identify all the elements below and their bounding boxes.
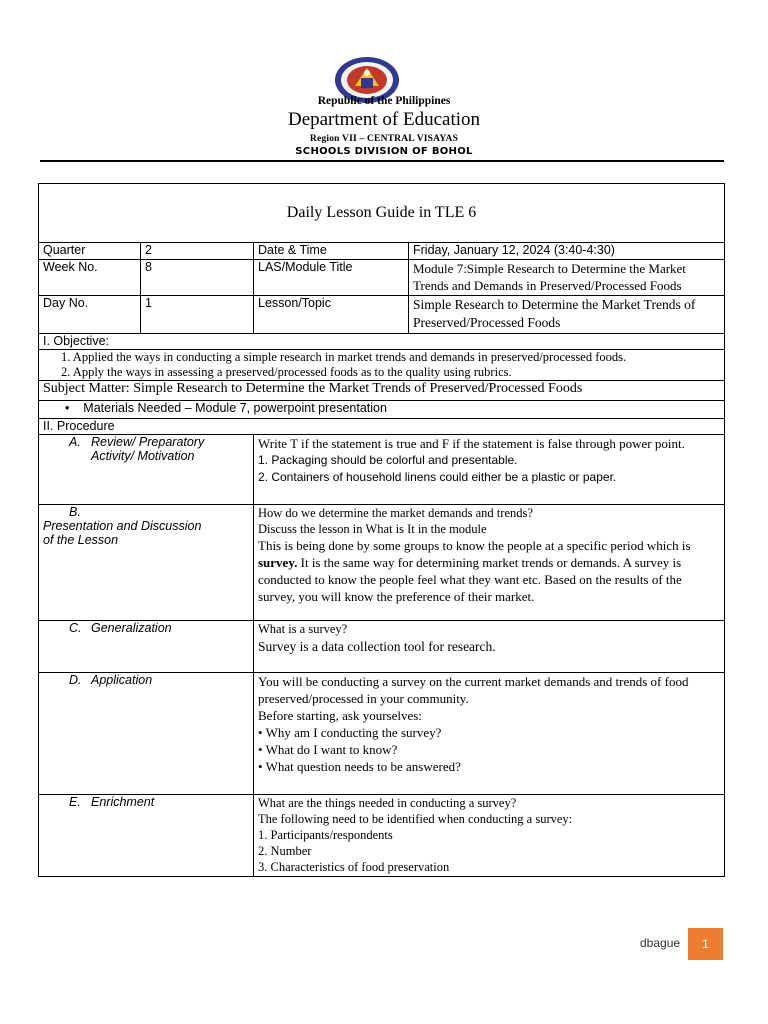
paragraph-text: It is the same way for determining market trends or demands. A survey is conducted to know the people feel what they want etc. Based on the results of the survey, you will know the preference of their market. [258,555,682,604]
subject-row [39,381,725,401]
step-a-item: 1. Packaging should be colorful and presentable. [258,453,518,467]
step-a-content [254,435,725,505]
objective-heading-row [39,334,725,350]
week-label: Week No. [39,260,141,296]
survey-term: survey. [258,555,298,570]
region-heading: Region VII – CENTRAL VISAYAS [309,134,459,144]
footer-author: dbague [640,936,681,950]
quarter-value: 2 [141,243,254,260]
step-row [39,621,725,673]
step-e-question: What are the things needed in conducting a survey? [258,796,517,810]
materials-row [39,401,725,419]
materials-text: – Module 7, powerpoint presentation [181,401,387,415]
step-e-item: 2. Number [258,844,312,858]
republic-heading: Republic of the Philippines [317,95,451,107]
step-a-label-cell [39,435,254,505]
step-d-label-cell [39,673,254,795]
step-d-content [254,673,725,795]
step-a-intro: Write T if the statement is true and F if the statement is false through power point. [258,436,685,451]
date-time-label: Date & Time [254,243,409,260]
step-e-content [254,795,725,877]
header-divider [40,160,724,162]
step-c-question: What is a survey? [258,622,348,636]
step-label: Enrichment [91,795,155,809]
procedure-heading: II. Procedure [39,419,725,435]
department-heading: Department of Education [287,109,481,130]
step-d-bullet: • What question needs to be answered? [258,759,461,774]
step-b-content [254,505,725,621]
division-heading: SCHOOLS DIVISION OF BOHOL [295,146,473,157]
step-letter: C. [69,621,82,635]
module-title-value: Module 7:Simple Research to Determine the Market Trends and Demands in Preserved/Processed Foods [409,260,725,296]
step-d-intro: You will be conducting a survey on the current market demands and trends of food preserved/processed in your community. [258,674,689,706]
step-row [39,795,725,877]
materials-label: Materials Needed [83,401,182,415]
objective-heading: I. Objective: [39,334,725,350]
objectives-row [39,350,725,381]
step-label: Application [91,673,153,687]
materials-needed: • Materials Needed – Module 7, powerpoint presentation [39,401,725,419]
step-label: Presentation and Discussion of the Lesson [43,519,202,547]
objective-item: 2. Apply the ways in assessing a preserved/processed foods as to the quality using rubrics. [61,365,512,379]
quarter-label: Quarter [39,243,141,260]
week-value: 8 [141,260,254,296]
day-row [39,296,725,334]
quarter-row [39,243,725,260]
topic-label: Lesson/Topic [254,296,409,334]
step-d-bullet: • What do I want to know? [258,742,398,757]
day-label: Day No. [39,296,141,334]
step-d-lead: Before starting, ask yourselves: [258,708,422,723]
step-label: Generalization [91,621,172,635]
module-title-label: LAS/Module Title [254,260,409,296]
step-row [39,505,725,621]
procedure-heading-row [39,419,725,435]
topic-value: Simple Research to Determine the Market Trends of Preserved/Processed Foods [409,296,725,334]
step-c-answer: Survey is a data collection tool for research. [258,639,496,654]
objective-item: 1. Applied the ways in conducting a simple research in market trends and demands in preserved/processed foods. [61,350,627,364]
page-number-badge: 1 [688,928,723,960]
step-c-content [254,621,725,673]
step-a-item: 2. Containers of household linens could either be a plastic or paper. [258,470,617,484]
step-letter: A. [69,435,81,449]
step-e-item: 3. Characteristics of food preservation [258,860,450,874]
step-d-bullet: • Why am I conducting the survey? [258,725,442,740]
date-time-value: Friday, January 12, 2024 (3:40-4:30) [409,243,725,260]
step-letter: E. [69,795,81,809]
step-b-paragraph [258,537,720,605]
step-b-line: How do we determine the market demands and trends? [258,506,533,520]
step-e-item: 1. Participants/respondents [258,828,393,842]
step-b-label-cell [39,505,254,621]
step-row [39,673,725,795]
lesson-guide-table [38,183,725,877]
subject-matter: Subject Matter: Simple Research to Determine the Market Trends of Preserved/Processed Foods [39,381,725,401]
step-row [39,435,725,505]
title-row [39,184,725,243]
step-e-label-cell [39,795,254,877]
day-value: 1 [141,296,254,334]
step-letter: B. [69,505,81,519]
step-b-line: Discuss the lesson in What is It in the module [258,522,487,536]
objectives-list [39,350,725,381]
step-letter: D. [69,673,82,687]
step-e-lead: The following need to be identified when conducting a survey: [258,812,573,826]
week-row [39,260,725,296]
step-c-label-cell [39,621,254,673]
step-label: Review/ Preparatory Activity/ Motivation [91,435,205,463]
paragraph-text: This is being done by some groups to know the people at a specific period which is [258,538,691,553]
guide-title: Daily Lesson Guide in TLE 6 [39,184,725,243]
